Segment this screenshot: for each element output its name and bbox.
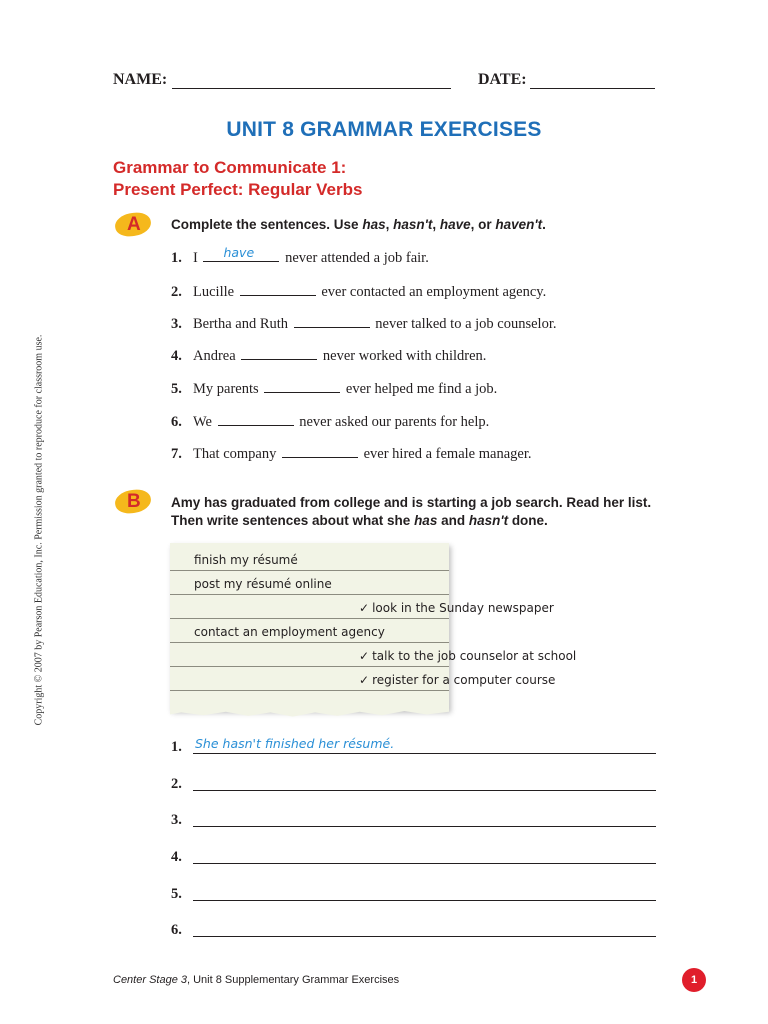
name-field[interactable] <box>172 88 451 89</box>
exercise-a-item-2: 2. Lucille ever contacted an employment agency. <box>171 281 546 301</box>
checkmark-icon: ✓ <box>359 673 370 687</box>
handwritten-answer: She hasn't finished her résumé. <box>195 736 395 751</box>
section-a-letter: A <box>127 214 141 235</box>
section-heading-line2: Present Perfect: Regular Verbs <box>113 180 363 199</box>
answer-number: 4. <box>171 849 182 865</box>
answer-line-5[interactable] <box>193 900 656 901</box>
exercise-a-item-4: 4. Andrea never worked with children. <box>171 345 486 365</box>
answer-blank[interactable] <box>241 345 317 360</box>
exercise-a-item-7: 7. That company ever hired a female manager. <box>171 443 531 463</box>
answer-number: 1. <box>171 739 182 755</box>
todo-item: contact an employment agency <box>170 619 449 643</box>
exercise-a-item-5: 5. My parents ever helped me find a job. <box>171 378 497 398</box>
exercise-a-item-3: 3. Bertha and Ruth never talked to a job counselor. <box>171 313 557 333</box>
answer-line-4[interactable] <box>193 863 656 864</box>
answer-number: 2. <box>171 776 182 792</box>
section-a-instruction: Complete the sentences. Use has, hasn't, have, or haven't. <box>171 217 546 232</box>
checkmark-icon: ✓ <box>359 649 370 663</box>
answer-number: 5. <box>171 886 182 902</box>
page-number-badge: 1 <box>682 968 706 992</box>
handwritten-answer: have <box>223 245 255 260</box>
answer-blank[interactable] <box>218 411 294 426</box>
copyright-notice: Copyright © 2007 by Pearson Education, Inc. Permission granted to reproduce for classroom use. <box>33 334 45 726</box>
todo-item: ✓ talk to the job counselor at school <box>170 643 449 667</box>
answer-line-3[interactable] <box>193 826 656 827</box>
section-b-letter: B <box>127 491 141 512</box>
answer-number: 3. <box>171 812 182 828</box>
answer-number: 6. <box>171 922 182 938</box>
todo-item: finish my résumé <box>170 547 449 571</box>
answer-line-1[interactable] <box>193 753 656 754</box>
answer-line-2[interactable] <box>193 790 656 791</box>
section-b-instruction-line1: Amy has graduated from college and is starting a job search. Read her list. <box>171 495 652 510</box>
exercise-a-item-1: 1. I have never attended a job fair. <box>171 245 429 266</box>
checkmark-icon: ✓ <box>359 601 370 615</box>
answer-line-6[interactable] <box>193 936 656 937</box>
footer-text: Center Stage 3, Unit 8 Supplementary Grammar Exercises <box>113 974 400 986</box>
section-heading-line1: Grammar to Communicate 1: <box>113 158 347 177</box>
answer-blank[interactable] <box>264 378 340 393</box>
todo-item: ✓ register for a computer course <box>170 667 449 691</box>
exercise-a-item-6: 6. We never asked our parents for help. <box>171 411 489 431</box>
answer-blank[interactable] <box>294 313 370 328</box>
date-label: DATE: <box>478 71 527 88</box>
answer-blank[interactable] <box>282 443 358 458</box>
name-label: NAME: <box>113 71 168 88</box>
section-b-instruction-line2: Then write sentences about what she has and hasn't done. <box>171 513 548 528</box>
answer-blank[interactable] <box>240 281 316 296</box>
page-title: UNIT 8 GRAMMAR EXERCISES <box>226 118 542 141</box>
todo-item: ✓ look in the Sunday newspaper <box>170 595 449 619</box>
note-torn-edge <box>170 704 449 718</box>
todo-item: post my résumé online <box>170 571 449 595</box>
answer-blank[interactable] <box>203 247 279 262</box>
date-field[interactable] <box>530 88 655 89</box>
